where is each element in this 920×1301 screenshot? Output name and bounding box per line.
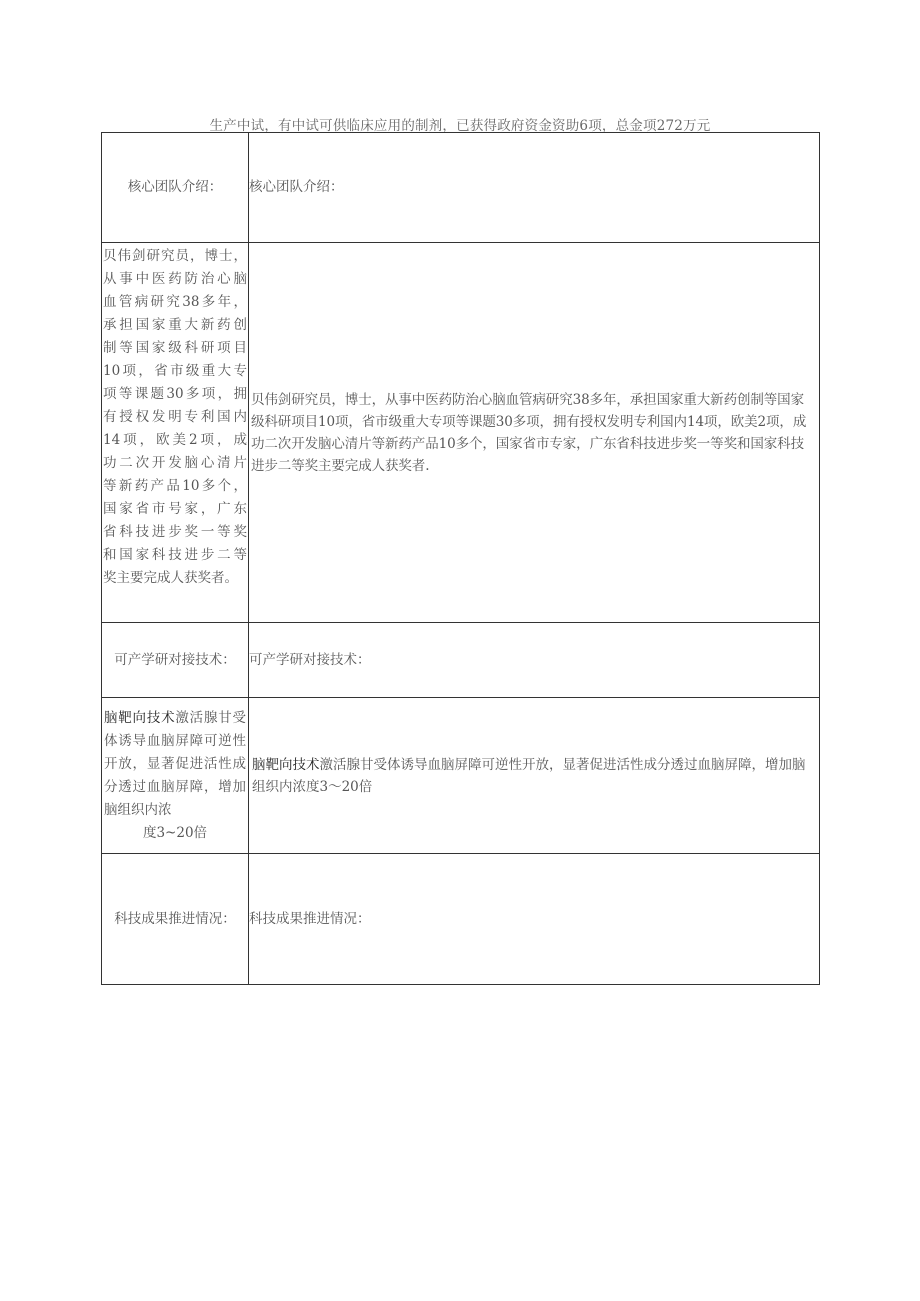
bio-left-line: 10项，省市级重大专 bbox=[103, 363, 247, 379]
bio-row bbox=[102, 243, 820, 623]
info-table bbox=[101, 132, 820, 985]
bio-left-line: 贝伟剑研究员，博士， bbox=[103, 248, 247, 264]
bio-left-line: 功二次开发脑心清片 bbox=[103, 455, 247, 471]
bio-left-line: 14项，欧美2项，成 bbox=[103, 432, 247, 448]
tech-header-row bbox=[102, 623, 820, 698]
bio-left-line: 承担国家重大新药创 bbox=[103, 317, 247, 333]
bio-right-cell bbox=[249, 243, 820, 623]
tech-name-left: 脑靶向技术 bbox=[104, 709, 176, 726]
progress-label-left: 科技成果推进情况： bbox=[102, 854, 249, 985]
team-label-left: 核心团队介绍： bbox=[102, 133, 249, 243]
bio-right-text: 贝伟剑研究员，博士，从事中医药防治心脑血管病研究38多年，承担国家重大新药创制等国家级科研项目10项，省市级重大专项等课题30多项，拥有授权发明专利国内14项，欧美2项，成功二次开发脑心清片等新药产品10多个，国家省市专家，广东省科技进步奖一等奖和国家科技进步二等奖主要完成人获奖者. bbox=[251, 391, 807, 474]
bio-left-line: 制等国家级科研项目 bbox=[103, 340, 247, 356]
bio-left-line: 有授权发明专利国内 bbox=[103, 409, 247, 425]
bio-left-line: 血管病研究38多年， bbox=[103, 294, 247, 310]
bio-left-line: 从事中医药防治心脑 bbox=[103, 271, 247, 287]
bio-left-line: 奖主要完成人获奖者。 bbox=[103, 570, 238, 586]
tech-desc-left-last: 度3~20倍 bbox=[142, 824, 208, 841]
bio-left-line: 省科技进步奖一等奖 bbox=[103, 524, 247, 540]
team-label-right: 核心团队介绍： bbox=[249, 133, 820, 243]
tech-left-cell bbox=[102, 698, 249, 854]
bio-left-line: 国家省市号家，广东 bbox=[103, 501, 247, 517]
tech-name-right: 脑靶向技术 bbox=[252, 756, 320, 773]
bio-left-cell bbox=[102, 243, 249, 623]
tech-desc-left: 激活腺甘受体诱导血脑屏障可逆性开放，显著促进活性成分透过血脑屏障，增加脑组织内浓 bbox=[104, 709, 247, 818]
bio-left-line: 等新药产品10多个， bbox=[103, 478, 247, 494]
tech-right-cell bbox=[249, 698, 820, 854]
tech-row bbox=[102, 698, 820, 854]
progress-row bbox=[102, 854, 820, 985]
bio-left-text bbox=[102, 245, 248, 590]
tech-label-right: 可产学研对接技术： bbox=[249, 623, 820, 698]
bio-left-line: 项等课题30多项，拥 bbox=[103, 386, 247, 402]
bio-left-line: 和国家科技进步二等 bbox=[103, 547, 247, 563]
intro-text-line: 生产中试，有中试可供临床应用的制剂，已获得政府资金资助6项，总金项272万元 bbox=[209, 118, 711, 134]
tech-desc-right: 激活腺甘受体诱导血脑屏障可逆性开放，显著促进活性成分透过血脑屏障，增加脑组织内浓度3～20倍 bbox=[252, 756, 806, 795]
tech-left-text bbox=[102, 707, 248, 845]
progress-label-right: 科技成果推进情况： bbox=[249, 854, 820, 985]
tech-label-left: 可产学研对接技术： bbox=[102, 623, 249, 698]
team-row bbox=[102, 133, 820, 243]
tech-right-text bbox=[249, 754, 819, 798]
